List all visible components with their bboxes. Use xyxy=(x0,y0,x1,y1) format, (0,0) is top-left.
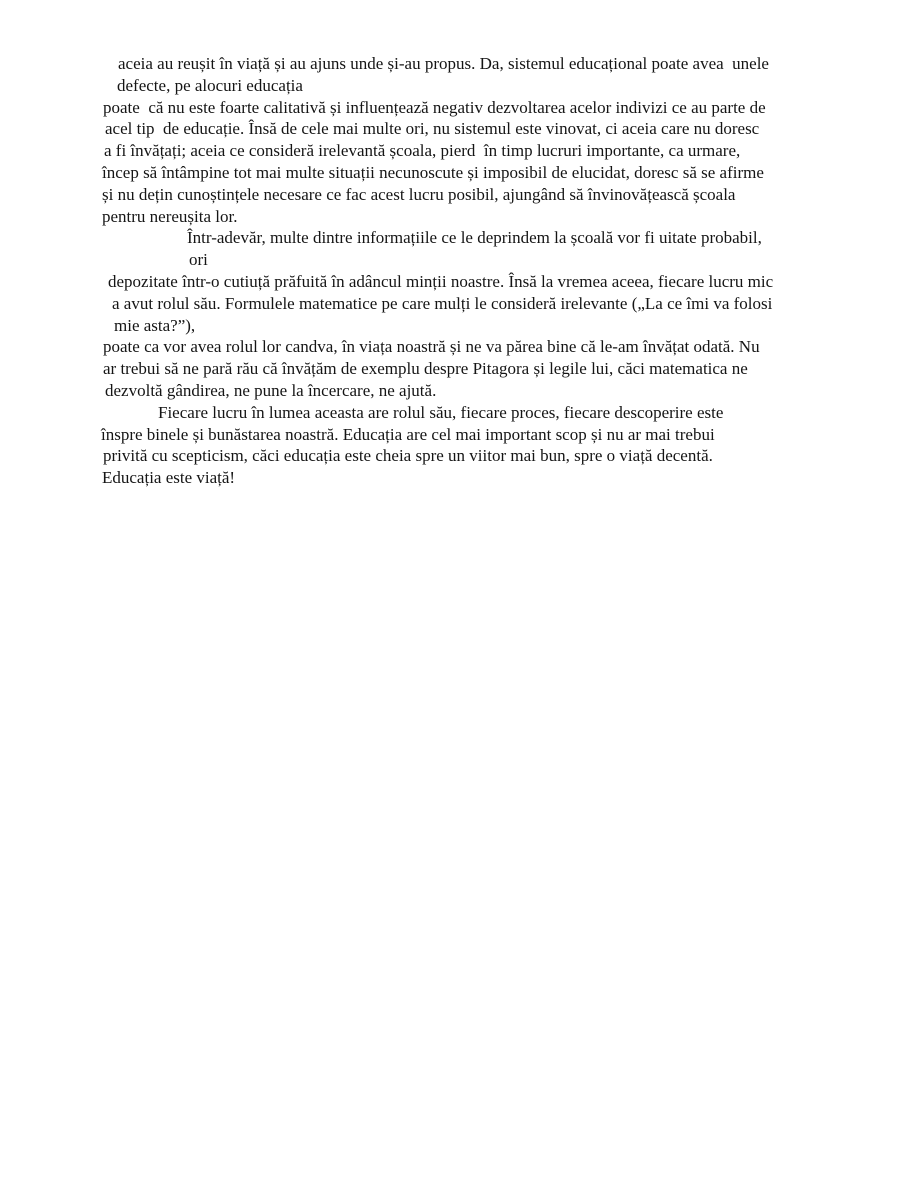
text-line: a fi învățați; aceia ce consideră irelevantă școala, pierd în timp lucruri importante, ca urmare, xyxy=(104,141,741,161)
text-line: înspre binele și bunăstarea noastră. Educația are cel mai important scop și nu ar mai trebui xyxy=(101,424,715,444)
text-line: acel tip de educație. Însă de cele mai multe ori, nu sistemul este vinovat, ci aceia care nu doresc xyxy=(105,119,760,139)
text-line: încep să întâmpine tot mai multe situații necunoscute și imposibil de elucidat, doresc să se afirme xyxy=(102,162,764,182)
text-line: și nu dețin cunoștințele necesare ce fac acest lucru posibil, ajungând să învinovățească școala xyxy=(102,184,736,204)
text-line: defecte, pe alocuri educația xyxy=(117,75,303,95)
text-line: ori xyxy=(189,250,208,270)
text-line: depozitate într-o cutiuță prăfuită în adâncul minții noastre. Însă la vremea aceea, fiecare lucru mic xyxy=(108,271,774,291)
text-line: pentru nereușita lor. xyxy=(102,206,238,226)
text-line: Într-adevăr, multe dintre informațiile ce le deprindem la școală vor fi uitate probabil, xyxy=(187,228,762,248)
essay-text xyxy=(0,53,918,489)
text-line: aceia au reușit în viață și au ajuns unde și-au propus. Da, sistemul educațional poate avea unele xyxy=(118,54,769,73)
text-line: Educația este viață! xyxy=(102,468,236,488)
text-line: poate că nu este foarte calitativă și influențează negativ dezvoltarea acelor indivizi ce au parte de xyxy=(103,97,766,117)
text-line: a avut rolul său. Formulele matematice pe care mulți le consideră irelevante („La ce îmi va folosi xyxy=(112,293,773,313)
text-line: mie asta?”), xyxy=(114,315,196,335)
text-line: dezvoltă gândirea, ne pune la încercare, ne ajută. xyxy=(105,380,437,400)
text-line: ar trebui să ne pară rău că învățăm de exemplu despre Pitagora și legile lui, căci matematica ne xyxy=(103,359,748,379)
text-line: Fiecare lucru în lumea aceasta are rolul său, fiecare proces, fiecare descoperire este xyxy=(158,402,724,422)
text-line: poate ca vor avea rolul lor candva, în viața noastră și ne va părea bine că le-am învățat odată. Nu xyxy=(103,337,760,357)
text-line: privită cu scepticism, căci educația este cheia spre un viitor mai bun, spre o viață decentă. xyxy=(103,446,713,466)
